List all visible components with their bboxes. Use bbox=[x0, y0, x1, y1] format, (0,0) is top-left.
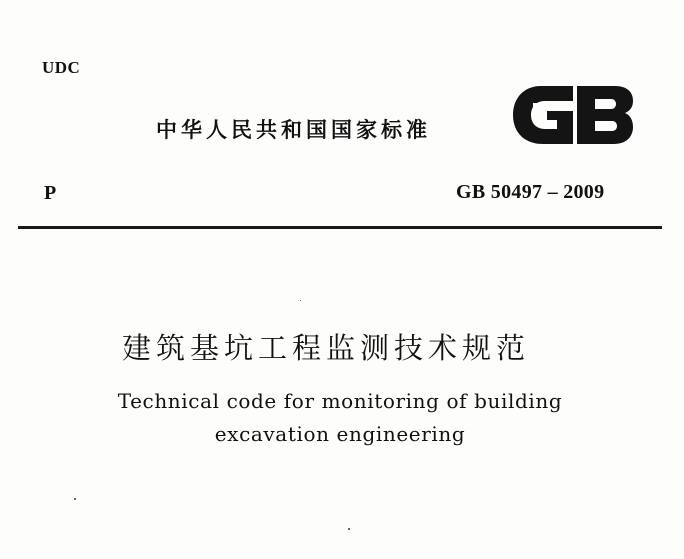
standard-number: GB 50497 – 2009 bbox=[456, 181, 605, 203]
divider-rule bbox=[18, 226, 662, 229]
chinese-title: 建筑基坑工程监测技术规范 bbox=[122, 331, 531, 365]
scan-speck bbox=[74, 498, 76, 500]
english-title-line-2: excavation engineering bbox=[214, 422, 466, 446]
gb-logo bbox=[511, 84, 635, 146]
english-title-line-1: Technical code for monitoring of building bbox=[117, 389, 563, 413]
udc-label: UDC bbox=[42, 58, 81, 77]
scan-speck bbox=[348, 528, 350, 530]
scan-speck bbox=[300, 300, 301, 301]
national-standard-title: 中华人民共和国国家标准 bbox=[156, 118, 431, 142]
classification-code: P bbox=[44, 182, 57, 204]
